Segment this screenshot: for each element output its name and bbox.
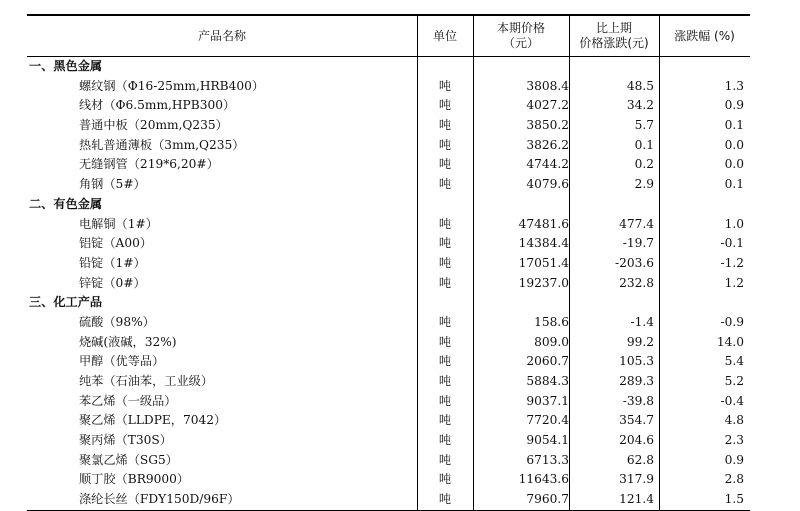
section-title: 三、化工产品 xyxy=(29,295,103,310)
unit-cell: 吨 xyxy=(438,452,452,467)
price-cell: 158.6 xyxy=(534,314,569,329)
pct-cell: -0.4 xyxy=(720,393,744,408)
change-cell: -39.8 xyxy=(622,393,654,408)
col-header-pct xyxy=(659,16,750,56)
change-cell: 121.4 xyxy=(619,492,654,507)
pct-cell: 1.3 xyxy=(724,78,744,93)
change-cell: 5.7 xyxy=(634,118,654,133)
price-cell: 9037.1 xyxy=(526,393,569,408)
price-cell: 809.0 xyxy=(534,334,569,349)
unit-cell: 吨 xyxy=(438,275,452,290)
pct-cell: 0.1 xyxy=(724,118,744,133)
table-row xyxy=(27,313,750,333)
table-row xyxy=(27,215,750,235)
unit-cell: 吨 xyxy=(438,314,452,329)
change-cell: 354.7 xyxy=(619,413,654,428)
column-divider xyxy=(569,57,570,510)
table-row xyxy=(27,136,750,156)
section-title: 二、有色金属 xyxy=(29,196,103,211)
change-cell: 289.3 xyxy=(619,374,654,388)
table-row xyxy=(27,96,750,116)
table-row xyxy=(27,372,750,392)
pct-cell: 5.2 xyxy=(724,374,744,388)
unit-cell: 吨 xyxy=(438,334,452,349)
unit-cell: 吨 xyxy=(438,354,452,369)
price-cell: 9054.1 xyxy=(526,433,569,448)
col-header-price xyxy=(473,16,569,56)
product-name: 烧碱(液碱，32%) xyxy=(79,334,177,349)
unit-cell: 吨 xyxy=(438,216,452,231)
unit-cell: 吨 xyxy=(438,393,452,408)
section-header-row xyxy=(27,195,750,215)
product-name: 电解铜（1#） xyxy=(79,216,158,231)
pct-cell: 4.8 xyxy=(724,413,744,428)
product-name: 苯乙烯（一级品） xyxy=(79,393,177,408)
column-divider xyxy=(473,57,474,510)
col-header-name xyxy=(27,16,417,56)
header-divider xyxy=(473,16,474,56)
product-name: 普通中板（20mm,Q235） xyxy=(79,118,228,133)
table-row xyxy=(27,254,750,274)
header-divider xyxy=(659,16,660,56)
table-header xyxy=(27,14,750,57)
section-header-row xyxy=(27,57,750,77)
product-name: 铅锭（1#） xyxy=(79,255,146,270)
table-row xyxy=(27,352,750,372)
table-row xyxy=(27,470,750,490)
price-cell: 3808.4 xyxy=(526,78,569,93)
change-cell: 0.2 xyxy=(634,157,654,172)
table-row xyxy=(27,490,750,510)
table-body xyxy=(27,57,750,511)
price-cell: 7720.4 xyxy=(526,413,569,428)
header-divider xyxy=(569,16,570,56)
product-name: 聚乙烯（LLDPE，7042） xyxy=(79,413,227,428)
change-cell: 34.2 xyxy=(626,98,654,113)
change-cell: 0.1 xyxy=(634,137,654,152)
price-cell: 6713.3 xyxy=(526,452,569,467)
col-header-pct-text: 涨跌幅 (%) xyxy=(674,28,735,43)
price-cell: 4079.6 xyxy=(526,177,569,192)
change-cell: 105.3 xyxy=(619,354,654,369)
change-cell: 62.8 xyxy=(626,452,654,467)
price-cell: 5884.3 xyxy=(526,374,569,388)
pct-cell: 1.5 xyxy=(724,492,744,507)
pct-cell: 5.4 xyxy=(724,354,744,369)
product-name: 无缝钢管（219*6,20#） xyxy=(79,157,219,172)
unit-cell: 吨 xyxy=(438,137,452,152)
change-cell: 99.2 xyxy=(626,334,654,349)
price-table xyxy=(27,14,750,511)
price-cell: 3826.2 xyxy=(526,137,569,152)
table-row xyxy=(27,116,750,136)
section-title: 一、黑色金属 xyxy=(29,59,103,73)
product-name: 硫酸（98%） xyxy=(79,314,155,329)
unit-cell: 吨 xyxy=(438,98,452,113)
unit-cell: 吨 xyxy=(438,433,452,448)
unit-cell: 吨 xyxy=(438,413,452,428)
product-name: 锌锭（0#） xyxy=(79,275,146,290)
unit-cell: 吨 xyxy=(438,177,452,192)
table-row xyxy=(27,77,750,97)
product-name: 纯苯（石油苯，工业级） xyxy=(79,374,214,388)
col-header-change xyxy=(569,16,659,56)
header-divider xyxy=(417,16,418,56)
price-cell: 7960.7 xyxy=(526,492,569,507)
pct-cell: 2.8 xyxy=(724,472,744,487)
unit-cell: 吨 xyxy=(438,157,452,172)
price-cell: 11643.6 xyxy=(518,472,569,487)
price-cell: 14384.4 xyxy=(518,236,569,251)
col-header-price-line1: 本期价格 xyxy=(496,21,545,35)
price-cell: 17051.4 xyxy=(518,255,569,270)
pct-cell: 1.2 xyxy=(724,275,744,290)
pct-cell: 14.0 xyxy=(716,334,744,349)
col-header-change-line1: 比上期 xyxy=(595,21,632,35)
change-cell: 204.6 xyxy=(619,433,654,448)
pct-cell: -0.9 xyxy=(720,314,744,329)
change-cell: 477.4 xyxy=(619,216,654,231)
product-name: 铝锭（A00） xyxy=(79,236,153,251)
table-row xyxy=(27,274,750,294)
price-cell: 4027.2 xyxy=(526,98,569,113)
table-row xyxy=(27,411,750,431)
price-cell: 4744.2 xyxy=(526,157,569,172)
product-name: 角钢（5#） xyxy=(79,177,146,192)
change-cell: 232.8 xyxy=(619,275,654,290)
unit-cell: 吨 xyxy=(438,255,452,270)
product-name: 聚氯乙烯（SG5） xyxy=(79,452,178,467)
col-header-unit-text: 单位 xyxy=(432,28,457,43)
price-cell: 2060.7 xyxy=(526,354,569,369)
change-cell: 48.5 xyxy=(626,78,654,93)
price-cell: 3850.2 xyxy=(526,118,569,133)
change-cell: -19.7 xyxy=(622,236,654,251)
col-header-price-line2: （元） xyxy=(502,36,539,50)
pct-cell: 0.0 xyxy=(724,137,744,152)
product-name: 甲醇（优等品） xyxy=(79,354,165,369)
product-name: 线材（Φ6.5mm,HPB300） xyxy=(79,98,236,113)
change-cell: 2.9 xyxy=(634,177,654,192)
pct-cell: -1.2 xyxy=(720,255,744,270)
change-cell: -203.6 xyxy=(614,255,654,270)
table-row xyxy=(27,234,750,254)
col-header-unit xyxy=(417,16,473,56)
column-divider xyxy=(417,57,418,510)
table-row xyxy=(27,392,750,412)
table-row xyxy=(27,431,750,451)
product-name: 顺丁胶（BR9000） xyxy=(79,472,190,487)
table-row xyxy=(27,175,750,195)
table-row xyxy=(27,155,750,175)
table-row xyxy=(27,451,750,471)
change-cell: -1.4 xyxy=(630,314,654,329)
pct-cell: 0.0 xyxy=(724,157,744,172)
column-divider xyxy=(659,57,660,510)
unit-cell: 吨 xyxy=(438,472,452,487)
price-cell: 19237.0 xyxy=(518,275,569,290)
unit-cell: 吨 xyxy=(438,118,452,133)
unit-cell: 吨 xyxy=(438,236,452,251)
pct-cell: 2.3 xyxy=(724,433,744,448)
product-name: 涤纶长丝（FDY150D/96F） xyxy=(79,492,240,507)
section-header-row xyxy=(27,293,750,313)
product-name: 螺纹钢（Φ16-25mm,HRB400） xyxy=(79,78,265,93)
product-name: 热轧普通薄板（3mm,Q235） xyxy=(79,137,245,152)
pct-cell: 0.9 xyxy=(724,98,744,113)
product-name: 聚丙烯（T30S） xyxy=(79,433,172,448)
pct-cell: -0.1 xyxy=(720,236,744,251)
table-row xyxy=(27,333,750,353)
price-cell: 47481.6 xyxy=(518,216,569,231)
pct-cell: 0.9 xyxy=(724,452,744,467)
unit-cell: 吨 xyxy=(438,492,452,507)
unit-cell: 吨 xyxy=(438,374,452,388)
pct-cell: 0.1 xyxy=(724,177,744,192)
change-cell: 317.9 xyxy=(619,472,654,487)
unit-cell: 吨 xyxy=(438,78,452,93)
col-header-name-text: 产品名称 xyxy=(197,28,246,43)
col-header-change-line2: 价格涨跌(元) xyxy=(579,36,649,50)
pct-cell: 1.0 xyxy=(724,216,744,231)
